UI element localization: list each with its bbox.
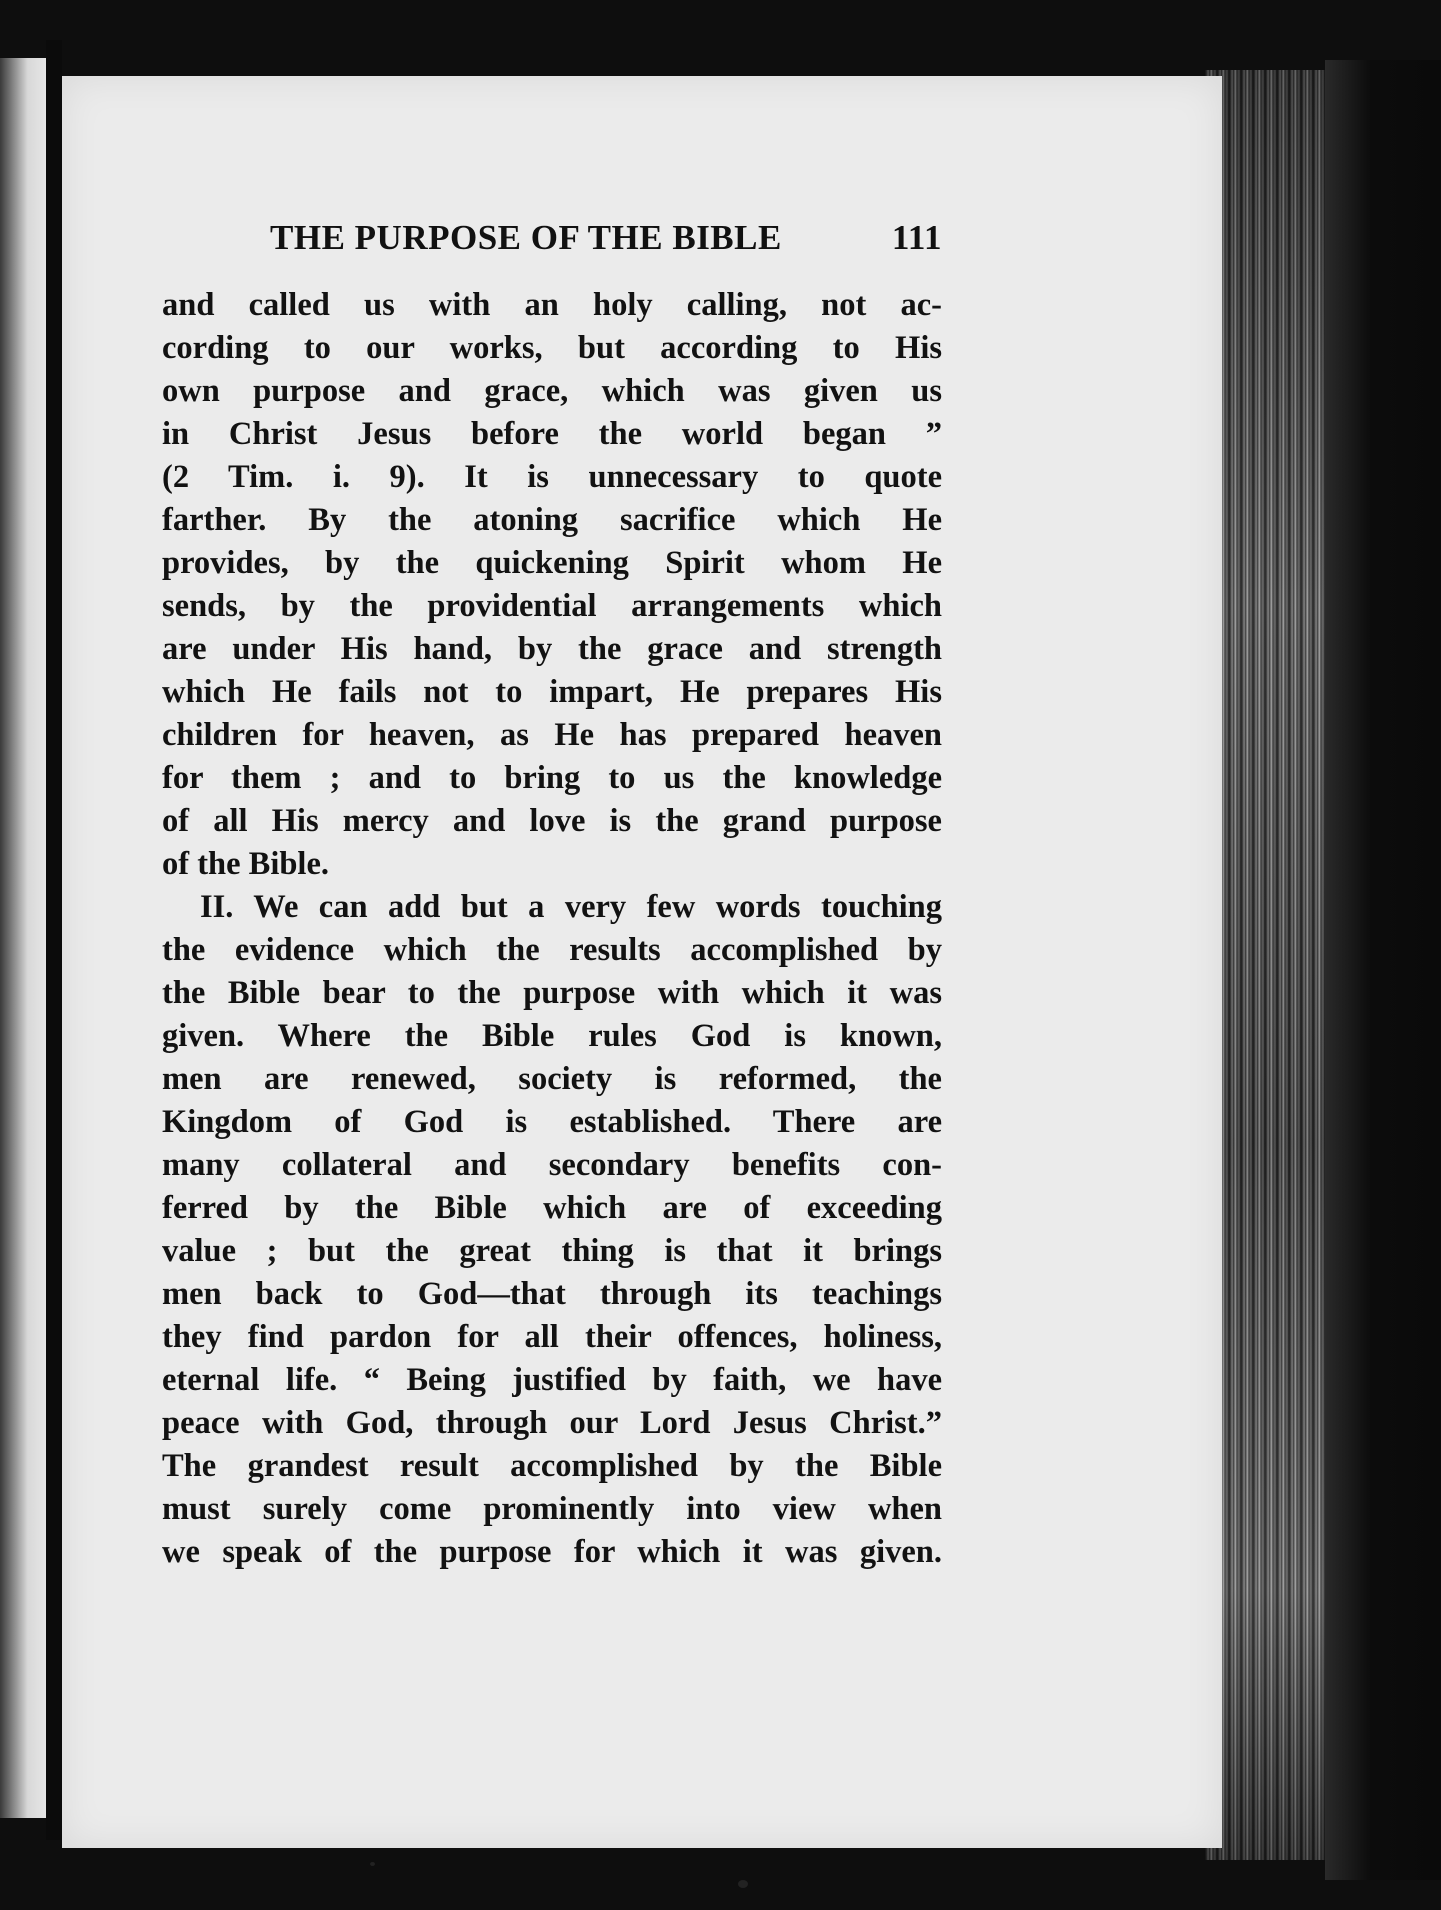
text-line: own purpose and grace, which was given us [162, 373, 942, 409]
running-head [270, 218, 942, 262]
text-line: Kingdom of God is established. There are [162, 1104, 942, 1140]
text-line: given. Where the Bible rules God is known, [162, 1018, 942, 1054]
text-line: provides, by the quickening Spirit whom He [162, 545, 942, 581]
text-line: cording to our works, but according to His [162, 330, 942, 366]
text-line: The grandest result accomplished by the Bible [162, 1448, 942, 1484]
text-line: (2 Tim. i. 9). It is unnecessary to quote [162, 459, 942, 495]
paragraph-start-line: II. We can add but a very few words touching [200, 889, 942, 925]
text-line: and called us with an holy calling, not ac- [162, 287, 942, 323]
text-line: they find pardon for all their offences, holiness, [162, 1319, 942, 1355]
scan-speck [738, 1880, 748, 1888]
text-line: eternal life. “ Being justified by faith, we have [162, 1362, 942, 1398]
page-number: 111 [891, 218, 942, 257]
text-line: sends, by the providential arrangements which [162, 588, 942, 624]
scan-speck [370, 1862, 375, 1866]
text-line: the Bible bear to the purpose with which it was [162, 975, 942, 1011]
body-text [162, 284, 942, 1574]
text-line: value ; but the great thing is that it brings [162, 1233, 942, 1269]
text-line: children for heaven, as He has prepared heaven [162, 717, 942, 753]
fore-edge-shading [1205, 70, 1325, 1860]
text-line: must surely come prominently into view when [162, 1491, 942, 1527]
text-line: of all His mercy and love is the grand purpose [162, 803, 942, 839]
text-line: ferred by the Bible which are of exceeding [162, 1190, 942, 1226]
book-gutter [46, 40, 62, 1840]
text-line: farther. By the atoning sacrifice which He [162, 502, 942, 538]
text-line: which He fails not to impart, He prepares His [162, 674, 942, 710]
text-line: many collateral and secondary benefits con- [162, 1147, 942, 1183]
paragraph-end-line: of the Bible. [162, 846, 330, 882]
text-line: in Christ Jesus before the world began ” [162, 416, 942, 452]
text-line: are under His hand, by the grace and strength [162, 631, 942, 667]
facing-page-edge [0, 58, 46, 1818]
text-line: men are renewed, society is reformed, the [162, 1061, 942, 1097]
text-line: the evidence which the results accomplished by [162, 932, 942, 968]
running-head-title: THE PURPOSE OF THE BIBLE [270, 218, 782, 257]
text-line: peace with God, through our Lord Jesus Christ.” [162, 1405, 942, 1441]
text-line: we speak of the purpose for which it was given. [162, 1534, 942, 1570]
text-line: for them ; and to bring to us the knowledge [162, 760, 942, 796]
scan-right-border [1325, 60, 1441, 1880]
text-line: men back to God—that through its teachings [162, 1276, 942, 1312]
